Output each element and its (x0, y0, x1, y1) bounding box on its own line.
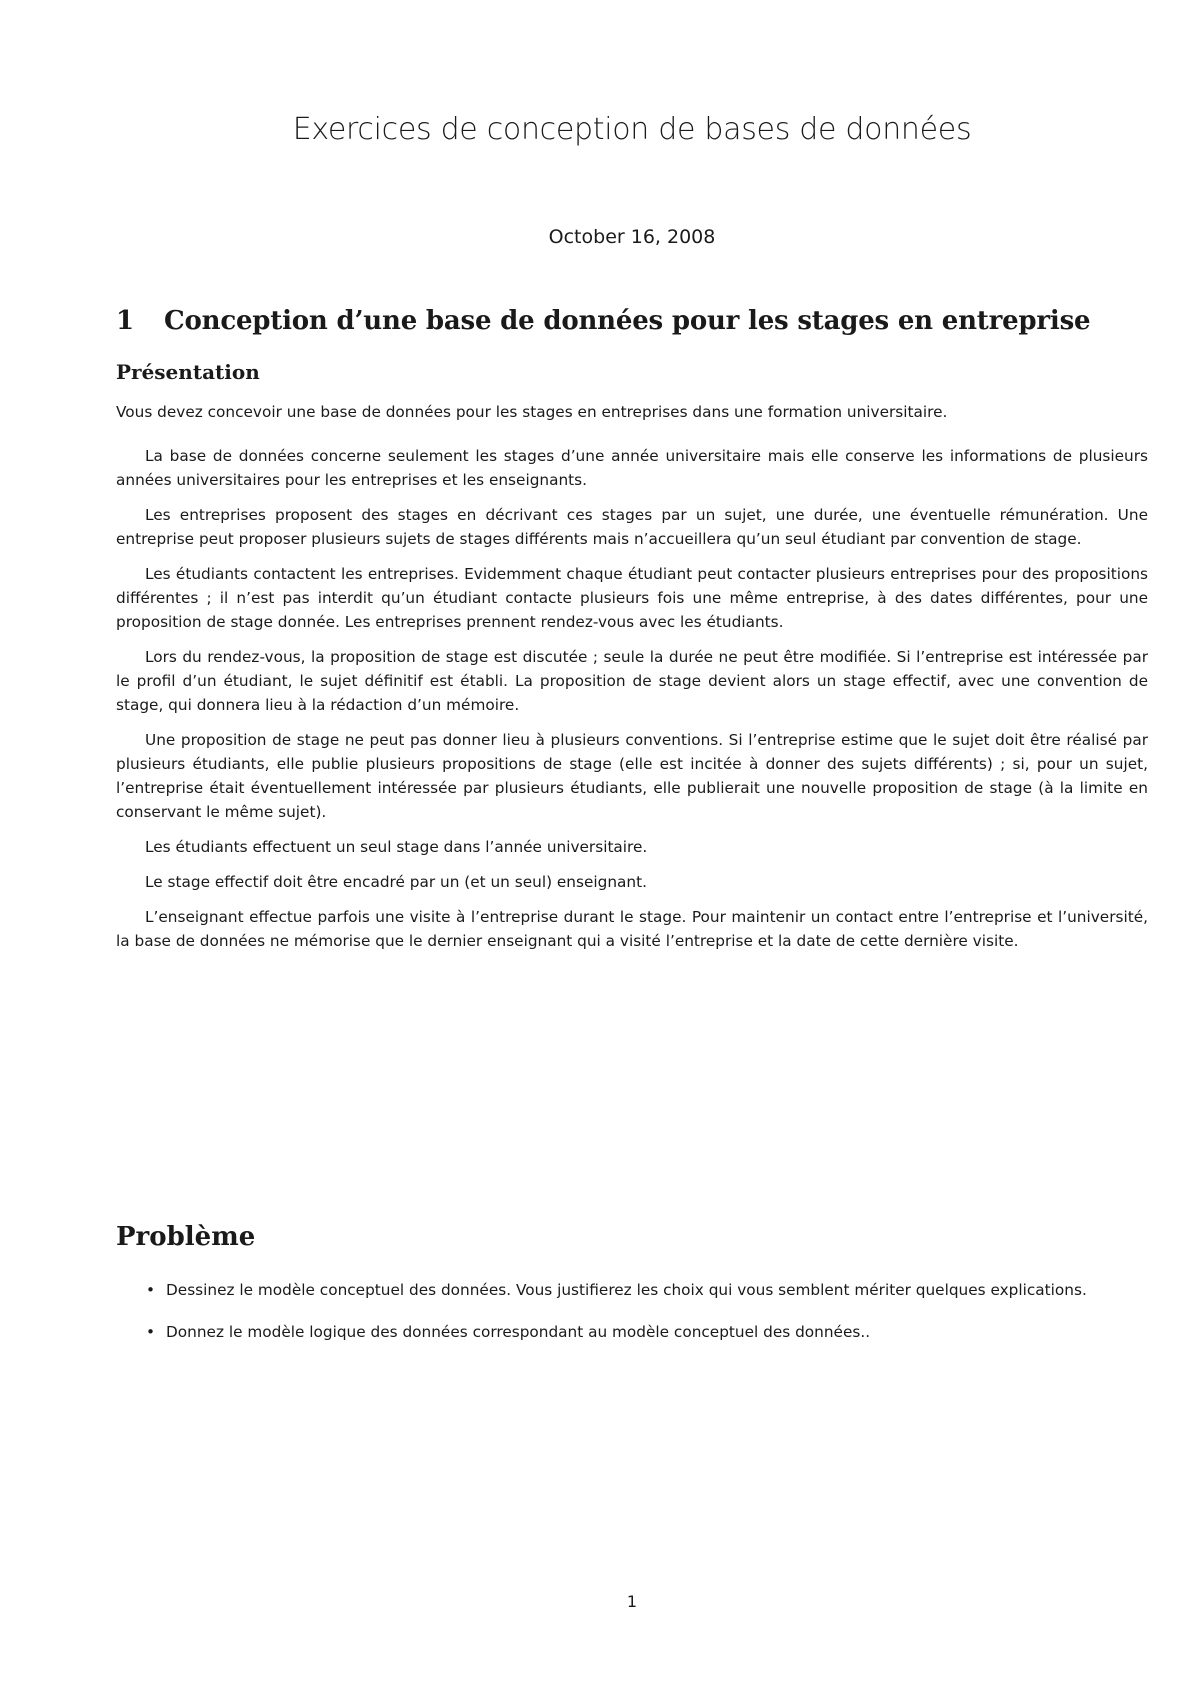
list-item-text: Dessinez le modèle conceptuel des données. Vous justifierez les choix qui vous semblent mériter quelques explications. (166, 1281, 1087, 1299)
problem-heading: Problème (116, 1222, 256, 1252)
list-item (116, 1278, 1148, 1302)
section-heading (116, 306, 1090, 336)
paragraph: Les étudiants effectuent un seul stage dans l’année universitaire. (145, 838, 648, 856)
list-item (116, 1320, 1148, 1344)
presentation-heading: Présentation (116, 360, 260, 384)
paragraph: Le stage effectif doit être encadré par un (et un seul) enseignant. (145, 873, 647, 891)
paragraph: Vous devez concevoir une base de données pour les stages en entreprises dans une formation universitaire. (116, 403, 948, 421)
bullet-icon: • (146, 1323, 156, 1341)
problem-list (116, 1278, 1148, 1362)
page-number: 1 (626, 1592, 638, 1611)
paragraph: La base de données concerne seulement les stages d’une année universitaire mais elle conserve les informations de plusieurs années universitaires pour les entreprises et les enseignants. (116, 447, 1148, 489)
paragraph: Les étudiants contactent les entreprises. Evidemment chaque étudiant peut contacter plusieurs entreprises pour des propositions différentes ; il n’est pas interdit qu’un étudiant contacte plusieurs fois une même entreprise, à des dates différentes, pour une proposition de stage donnée. Les entreprises prennent rendez-vous avec les étudiants. (116, 565, 1148, 631)
paragraph: L’enseignant effectue parfois une visite à l’entreprise durant le stage. Pour maintenir un contact entre l’entreprise et l’université, la base de données ne mémorise que le dernier enseignant qui a visité l’entreprise et la date de cette dernière visite. (116, 908, 1148, 950)
section-title: Conception d’une base de données pour les stages en entreprise (164, 306, 1091, 336)
document-title: Exercices de conception de bases de données (292, 112, 972, 147)
paragraph: Une proposition de stage ne peut pas donner lieu à plusieurs conventions. Si l’entreprise estime que le sujet doit être réalisé par plusieurs étudiants, elle publie plusieurs propositions de stage (elle est incitée à donner des sujets différents) ; si, pour un sujet, l’entreprise était éventuellement intéressée par plusieurs étudiants, elle publierait une nouvelle proposition de stage (à la limite en conservant le même sujet). (116, 731, 1148, 821)
section-number: 1 (116, 306, 134, 336)
list-item-text: Donnez le modèle logique des données correspondant au modèle conceptuel des données.. (166, 1323, 871, 1341)
document-date: October 16, 2008 (548, 226, 716, 248)
paragraph: Les entreprises proposent des stages en décrivant ces stages par un sujet, une durée, une éventuelle rémunération. Une entreprise peut proposer plusieurs sujets de stages différents mais n’accueillera qu’un seul étudiant par convention de stage. (116, 506, 1148, 548)
presentation-body (116, 400, 1148, 964)
bullet-icon: • (146, 1281, 156, 1299)
paragraph: Lors du rendez-vous, la proposition de stage est discutée ; seule la durée ne peut être modifiée. Si l’entreprise est intéressée par le profil d’un étudiant, le sujet définitif est établi. La proposition de stage devient alors un stage effectif, avec une convention de stage, qui donnera lieu à la rédaction d’un mémoire. (116, 648, 1148, 714)
